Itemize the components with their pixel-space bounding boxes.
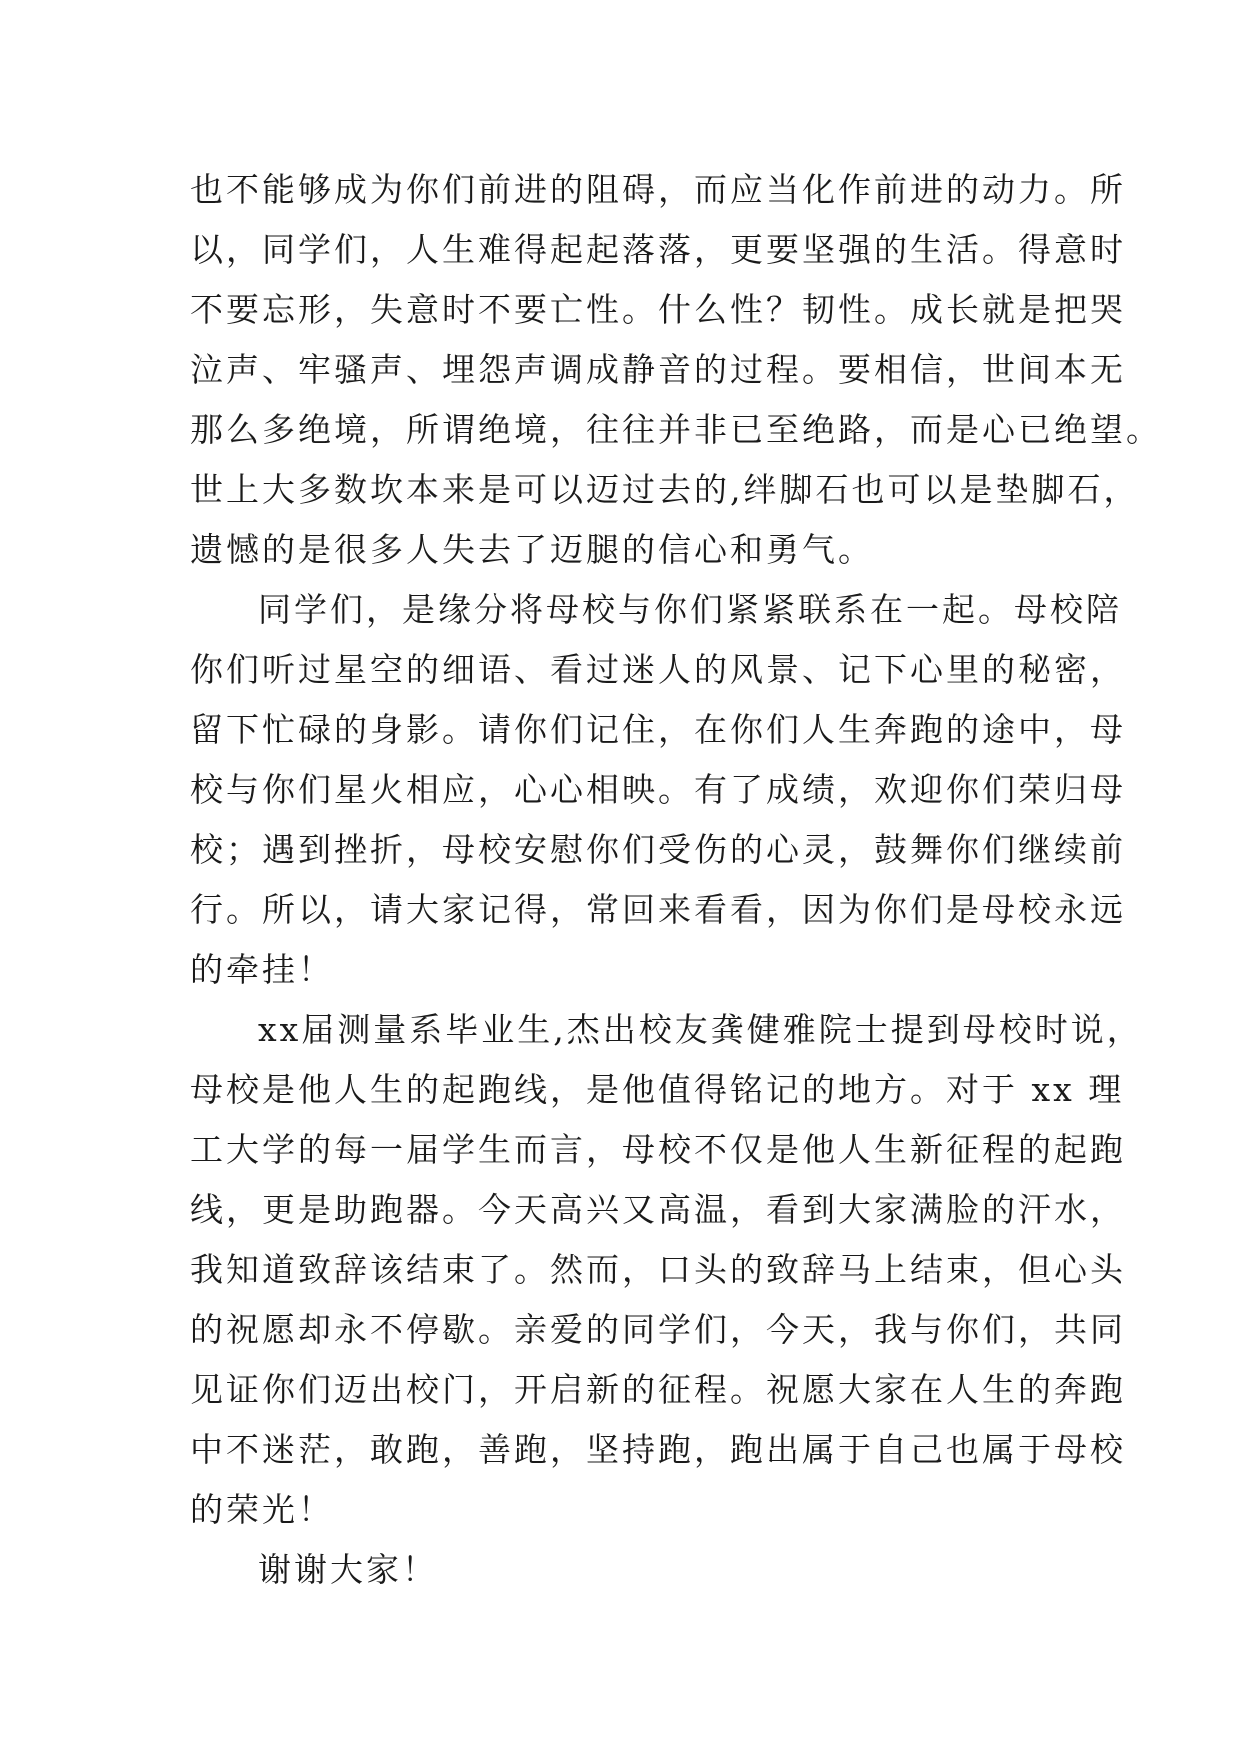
text-line: 那么多绝境，所谓绝境，往往并非已至绝路，而是心已绝望。 (190, 410, 1162, 449)
text-line: 的牵挂！ (190, 950, 334, 989)
text-line: 中不迷茫，敢跑，善跑，坚持跑，跑出属于自己也属于母校 (190, 1430, 1126, 1469)
text-line: 的祝愿却永不停歇。亲爱的同学们，今天，我与你们，共同 (190, 1310, 1126, 1349)
text-line: 行。所以，请大家记得，常回来看看，因为你们是母校永远 (190, 890, 1126, 929)
text-line: 留下忙碌的身影。请你们记住，在你们人生奔跑的途中，母 (190, 710, 1126, 749)
paragraph-4 (190, 1540, 1060, 1600)
text-line: 遗憾的是很多人失去了迈腿的信心和勇气。 (190, 530, 874, 569)
speech-body (190, 160, 1162, 1600)
paragraph-1 (190, 160, 1162, 580)
text-line: 也不能够成为你们前进的阻碍，而应当化作前进的动力。所 (190, 170, 1126, 209)
text-line: 不要忘形，失意时不要亡性。什么性？韧性。成长就是把哭 (190, 290, 1126, 329)
text-line: xx届测量系毕业生,杰出校友龚健雅院士提到母校时说， (258, 1010, 1143, 1049)
paragraph-3 (190, 1000, 1143, 1540)
paragraph-2 (190, 580, 1126, 1000)
text-line: 线，更是助跑器。今天高兴又高温，看到大家满脸的汗水， (190, 1190, 1126, 1229)
text-line: 母校是他人生的起跑线，是他值得铭记的地方。对于 xx 理 (190, 1070, 1125, 1109)
text-line: 你们听过星空的细语、看过迷人的风景、记下心里的秘密， (190, 650, 1126, 689)
text-line: 世上大多数坎本来是可以迈过去的,绊脚石也可以是垫脚石， (190, 470, 1140, 509)
text-line: 同学们，是缘分将母校与你们紧紧联系在一起。母校陪 (258, 590, 1122, 629)
text-line: 工大学的每一届学生而言，母校不仅是他人生新征程的起跑 (190, 1130, 1126, 1169)
text-line: 以，同学们，人生难得起起落落，更要坚强的生活。得意时 (190, 230, 1126, 269)
text-line: 见证你们迈出校门，开启新的征程。祝愿大家在人生的奔跑 (190, 1370, 1126, 1409)
text-line: 的荣光！ (190, 1490, 334, 1529)
text-line: 泣声、牢骚声、埋怨声调成静音的过程。要相信，世间本无 (190, 350, 1126, 389)
text-line: 校；遇到挫折，母校安慰你们受伤的心灵，鼓舞你们继续前 (190, 830, 1126, 869)
text-line: 校与你们星火相应，心心相映。有了成绩，欢迎你们荣归母 (190, 770, 1126, 809)
text-line: 我知道致辞该结束了。然而，口头的致辞马上结束，但心头 (190, 1250, 1126, 1289)
text-line: 谢谢大家！ (258, 1550, 438, 1589)
